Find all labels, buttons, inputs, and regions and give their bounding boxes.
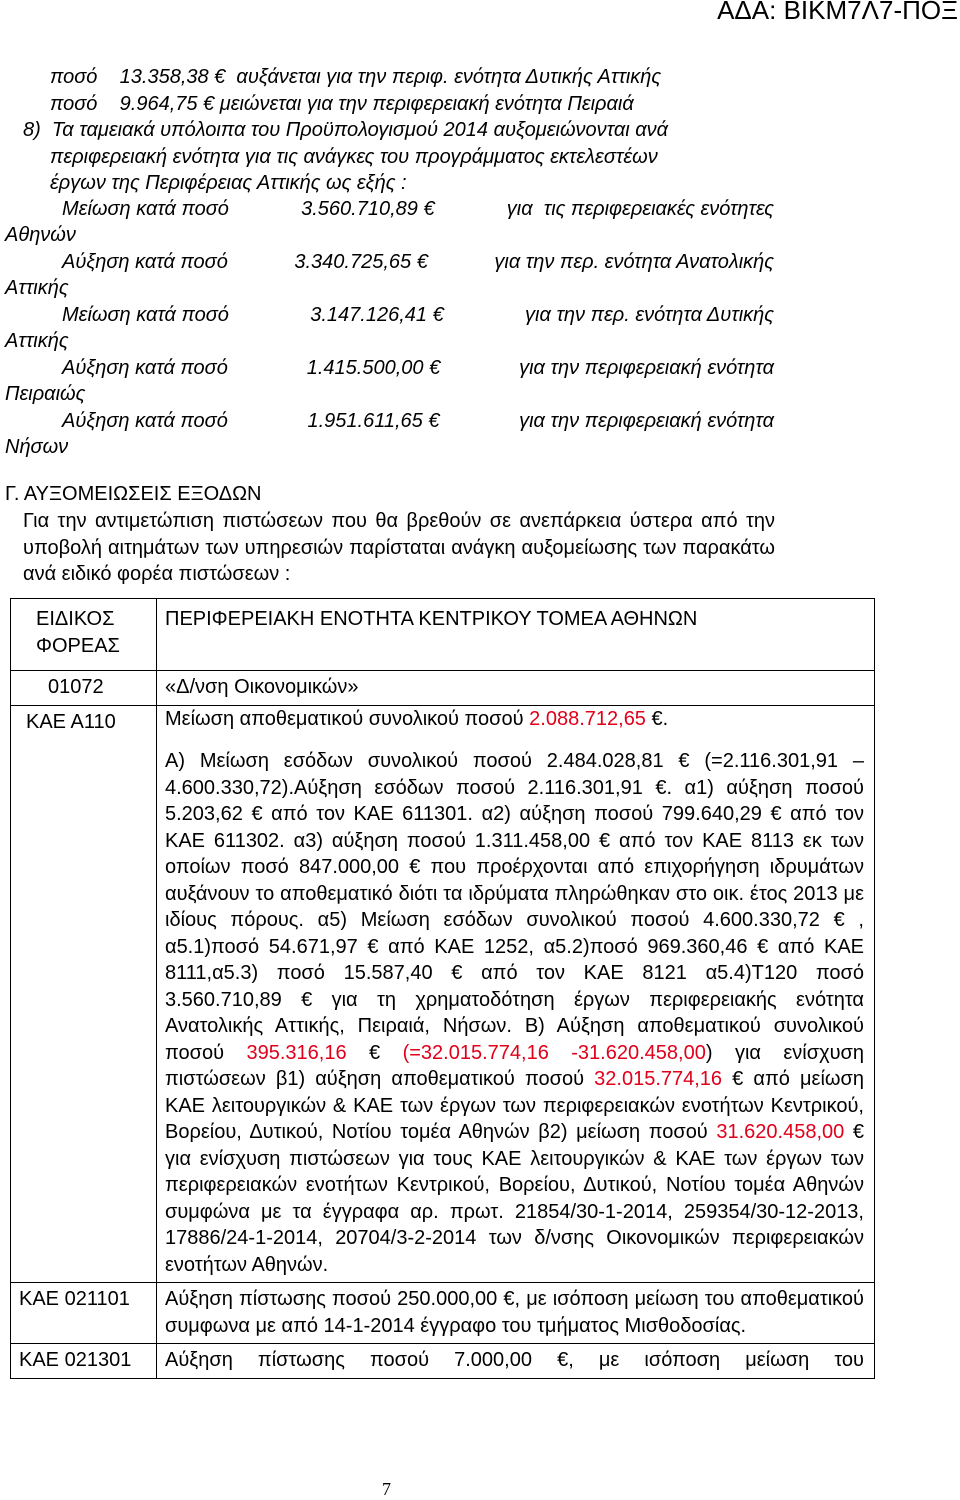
page-number: 7 xyxy=(382,1479,391,1499)
code-01072: 01072 xyxy=(48,676,104,698)
desc-cell xyxy=(157,671,875,706)
a110-text-3: ) για ενίσχυση πιστώσεων β1) αύξηση αποθεματικού ποσού xyxy=(165,1041,864,1090)
kae-021301-text: Αύξηση πίστωσης ποσού 7.000,00 €, με ισόποση μείωση του xyxy=(165,1349,864,1371)
row-meiosi-dytikis xyxy=(62,302,774,328)
header-perifereiaki-enotita: ΠΕΡΙΦΕΡΕΙΑΚΗ ΕΝΟΤΗΤΑ ΚΕΝΤΡΙΚΟΥ ΤΟΜΕΑ ΑΘΗΝΩΝ xyxy=(165,608,698,630)
row-rest: για την περ. ενότητα Δυτικής xyxy=(525,304,774,326)
row-action: Αύξηση κατά ποσό xyxy=(62,410,228,432)
a110-text-5: € για ενίσχυση πιστώσεων για τους ΚΑΕ λειτουργικών & ΚΑΕ των έργων των περιφερειακών ενοτήτων Κεντρικού, Βορείου, Δυτικού, Νοτίου τομέα Αθηνών συμφώνα με τα έγγραφα αρ. πρωτ. 21854/30-1-2014, 259354/30-12-2013, 17886/24-1-2014, 20704/3-2-2014 των δ/νσης Οικονομικών περιφερειακών ενοτήτων Αθηνών. xyxy=(165,1121,864,1276)
a110-title-text: Μείωση αποθεματικού συνολικού ποσού xyxy=(165,707,524,730)
row-wrap: Αθηνών xyxy=(5,224,76,246)
section-g-title: Γ. ΑΥΞΟΜΕΙΩΣΕΙΣ ΕΞΟΔΩΝ xyxy=(5,483,262,505)
code-cell xyxy=(11,705,157,1283)
a110-red-formula: (=32.015.774,16 -31.620.458,00 xyxy=(402,1041,706,1064)
dnsi-oikonomikon: «Δ/νση Οικονομικών» xyxy=(165,676,359,698)
table-row xyxy=(11,705,875,1283)
line-dytiki-attiki: ποσό 13.358,38 € αυξάνεται για την περιφ. ενότητα Δυτικής Αττικής xyxy=(50,66,662,88)
a110-red-amount: 31.620.458,00 xyxy=(716,1121,845,1143)
row-action: Μείωση κατά ποσό xyxy=(62,198,229,220)
code-cell xyxy=(11,1344,157,1379)
row-action: Μείωση κατά ποσό xyxy=(62,304,229,326)
row-rest: για την περιφερειακή ενότητα xyxy=(519,410,774,432)
row-afxisi-nison xyxy=(62,408,774,434)
row-meiosi-athinon xyxy=(62,196,774,222)
a110-text-2: € xyxy=(346,1041,403,1064)
table-row xyxy=(11,671,875,706)
row-afxisi-peiraios xyxy=(62,355,774,381)
row-amount: 1.415.500,00 € xyxy=(306,357,441,379)
a110-text-4: € από μείωση ΚΑΕ λειτουργικών & ΚΑΕ των έργων των περιφερειακών ενοτήτων Κεντρικού, Βορείου, Δυτικού, Νοτίου τομέα Αθηνών β2) μείωση ποσού xyxy=(165,1068,864,1143)
table-header-row xyxy=(11,599,875,671)
header-cell-left xyxy=(11,599,157,671)
row-amount: 3.340.725,65 € xyxy=(294,251,428,273)
a110-text-1: Α) Μείωση εσόδων συνολικού ποσού 2.484.028,81 € (=2.116.301,91 – 4.600.330,72).Αύξηση εσόδων ποσού 2.116.301,91 €. α1) αύξηση ποσού 5.203,62 € από τον ΚΑΕ 611301. α2) αύξηση ποσού 799.640,29 € από τον ΚΑΕ 611302. α3) αύξηση ποσού 1.311.458,00 € από τον ΚΑΕ 8113 εκ των οποίων ποσό 847.000,00 € που προέρχονται από επιχορήγηση ιδρυμάτων αυξάνουν το αποθεματικό διότι τα ιδρύματα πληρώθηκαν στο οικ. έτος 2013 με ιδίους πόρους. α5) Μείωση εσόδων συνολικού ποσού 4.600.330,72 € , α5.1)ποσό 54.671,97 € από ΚΑΕ 1252, α5.2)ποσό 969.360,46 € από ΚΑΕ 8111,α5.3) ποσό 15.587,40 € από τον ΚΑΕ 8121 α5.4)Τ120 ποσό 3.560.710,89 € για τη χρηματοδότηση έργων περιφερειακής ενότητα Ανατολικής Αττικής, Πειραιά, Νήσων. Β) Αύξηση αποθεματικού συνολικού ποσού xyxy=(165,750,864,1064)
kae-a110: ΚΑΕ Α110 xyxy=(26,710,116,733)
a110-title xyxy=(157,706,874,737)
header-cell-right xyxy=(157,599,875,671)
line-peiraias: ποσό 9.964,75 € μειώνεται για την περιφερειακή ενότητα Πειραιά xyxy=(50,93,634,115)
a110-title-amount: 2.088.712,65 xyxy=(529,707,646,730)
funds-table xyxy=(10,598,875,1379)
a110-red-amount: 32.015.774,16 xyxy=(594,1068,723,1090)
desc-cell xyxy=(157,1283,875,1344)
item-8-line-3: έργων της Περιφέρειας Αττικής ως εξής : xyxy=(50,172,407,194)
table-row xyxy=(11,1344,875,1379)
table-row xyxy=(11,1283,875,1344)
row-action: Αύξηση κατά ποσό xyxy=(62,357,228,379)
row-wrap: Πειραιώς xyxy=(5,383,86,405)
row-wrap: Νήσων xyxy=(5,436,69,458)
item-8-line-1: 8) Τα ταμειακά υπόλοιπα του Προϋπολογισμού 2014 αυξομειώνονται ανά xyxy=(23,119,669,141)
a110-title-euro: €. xyxy=(645,707,669,730)
desc-cell xyxy=(157,1344,875,1379)
kae-021101-text: Αύξηση πίστωσης ποσού 250.000,00 €, με ισόποση μείωση του αποθεματικού συμφωνα με από 14-1-2014 έγγραφο του τμήματος Μισθοδοσίας. xyxy=(165,1288,864,1337)
row-rest: για την περιφερειακή ενότητα xyxy=(519,357,774,379)
row-afxisi-anatolikis xyxy=(62,249,774,275)
a110-red-amount: 395.316,16 xyxy=(246,1041,347,1064)
ada-code: ΑΔΑ: ΒΙΚΜ7Λ7-ΠΟΞ xyxy=(717,0,958,25)
header-eidikos-foreas: ΕΙΔΙΚΟΣ ΦΟΡΕΑΣ xyxy=(36,608,120,657)
row-rest: για την περ. ενότητα Ανατολικής xyxy=(494,251,774,273)
desc-cell xyxy=(157,705,875,1283)
code-cell xyxy=(11,1283,157,1344)
kae-021301: ΚΑΕ 021301 xyxy=(19,1349,132,1371)
kae-021101: ΚΑΕ 021101 xyxy=(19,1288,130,1310)
code-cell xyxy=(11,671,157,706)
row-amount: 3.147.126,41 € xyxy=(310,304,444,326)
row-wrap: Αττικής xyxy=(5,277,69,299)
row-wrap: Αττικής xyxy=(5,330,69,352)
a110-details xyxy=(157,736,874,1282)
row-amount: 1.951.611,65 € xyxy=(307,410,440,432)
section-g-intro: Για την αντιμετώπιση πιστώσεων που θα βρεθούν σε ανεπάρκεια ύστερα από την υποβολή αιτημάτων των υπηρεσιών παρίσταται ανάγκη αυξομείωσης των παρακάτω ανά ειδικό φορέα πιστώσεων : xyxy=(23,510,775,585)
row-amount: 3.560.710,89 € xyxy=(301,198,435,220)
row-rest: για τις περιφερειακές ενότητες xyxy=(506,198,774,220)
item-8-line-2: περιφερειακή ενότητα για τις ανάγκες του προγράμματος εκτελεστέων xyxy=(50,146,658,168)
row-action: Αύξηση κατά ποσό xyxy=(62,251,228,273)
